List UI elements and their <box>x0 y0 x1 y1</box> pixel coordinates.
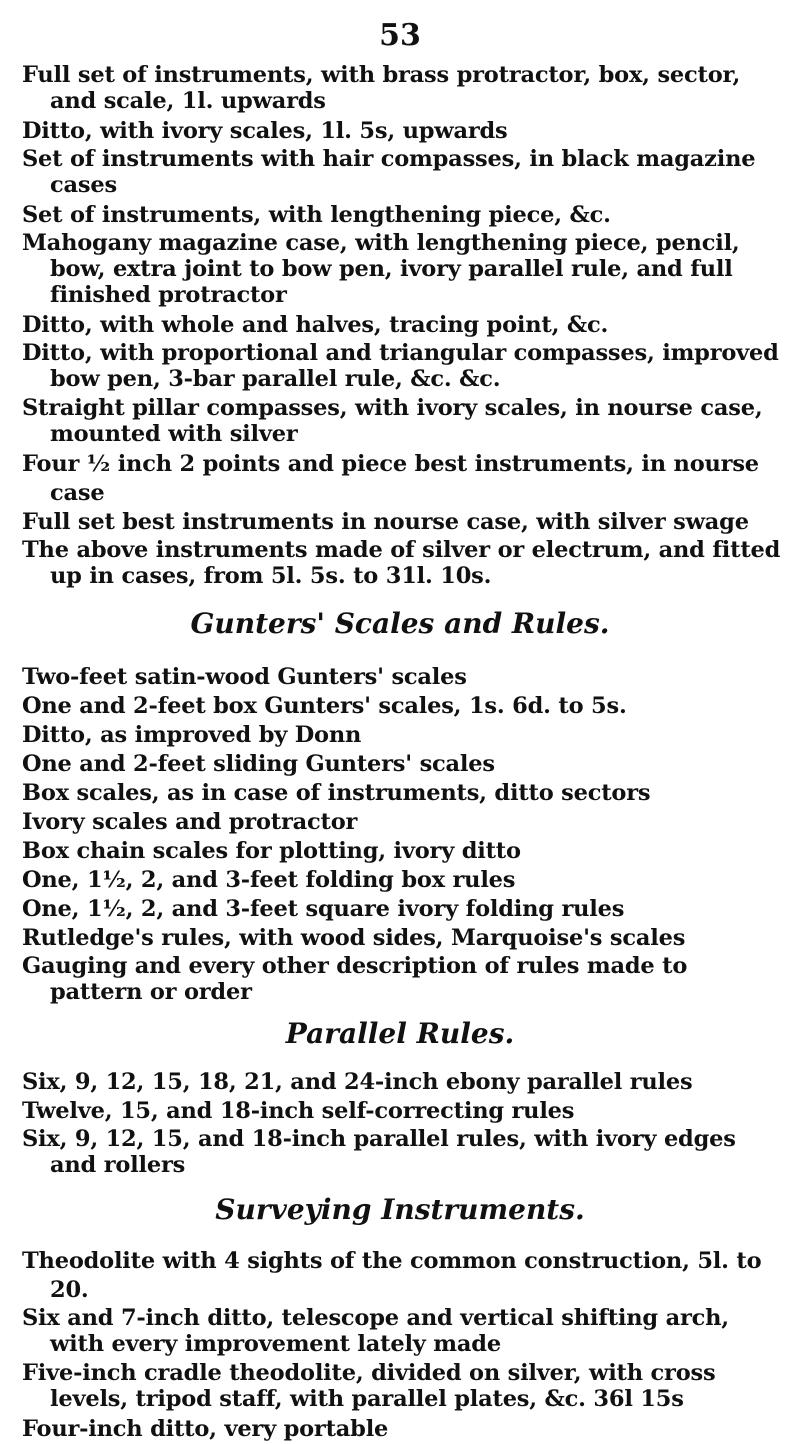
section-heading-gunters-scales: Gunters' Scales and Rules. <box>190 607 610 640</box>
gunters-scales-list <box>22 663 782 1008</box>
list-item: Straight pillar compasses, with ivory scales, in nourse case, mounted with silver <box>22 395 763 447</box>
list-item: Six, 9, 12, 15, 18, 21, and 24-inch ebony parallel rules <box>22 1069 693 1095</box>
list-item: Twelve, 15, and 18-inch self-correcting rules <box>22 1098 575 1124</box>
list-item: Set of instruments, with lengthening piece, &c. <box>22 202 611 228</box>
page-number: 53 <box>379 18 421 53</box>
list-item: One, 1½, 2, and 3-feet folding box rules <box>22 867 516 893</box>
list-item: Theodolite with 4 sights of the common construction, 5l. to 20. <box>22 1248 762 1303</box>
list-item: Full set best instruments in nourse case, with silver swage <box>22 509 749 535</box>
list-item: Rutledge's rules, with wood sides, Marquoise's scales <box>22 925 686 951</box>
instrument-list <box>22 62 782 592</box>
list-item: Ditto, with whole and halves, tracing point, &c. <box>22 312 609 338</box>
list-item: The above instruments made of silver or electrum, and fitted up in cases, from 5l. 5s. to 31l. 10s. <box>22 537 781 589</box>
list-item: Box scales, as in case of instruments, ditto sectors <box>22 780 651 806</box>
list-item: Four-inch ditto, very portable <box>22 1416 389 1442</box>
list-item: One, 1½, 2, and 3-feet square ivory folding rules <box>22 896 625 922</box>
list-item: Two-feet satin-wood Gunters' scales <box>22 664 467 690</box>
list-item: Box chain scales for plotting, ivory ditto <box>22 838 521 864</box>
list-item: Ditto, with ivory scales, 1l. 5s, upwards <box>22 118 508 144</box>
list-item: Set of instruments with hair compasses, in black magazine cases <box>22 146 756 198</box>
list-item: One and 2-feet box Gunters' scales, 1s. 6d. to 5s. <box>22 693 627 719</box>
parallel-rules-list <box>22 1068 782 1181</box>
list-item: Ditto, with proportional and triangular compasses, improved bow pen, 3-bar parallel rule, &c. &c. <box>22 340 779 392</box>
surveying-instruments-list <box>22 1247 782 1444</box>
list-item: Gauging and every other description of rules made to pattern or order <box>22 953 688 1005</box>
list-item: Six, 9, 12, 15, and 18-inch parallel rules, with ivory edges and rollers <box>22 1126 736 1178</box>
list-item: Mahogany magazine case, with lengthening piece, pencil, bow, extra joint to bow pen, ivory parallel rule, and full finished protractor <box>22 230 740 308</box>
list-item: Four ½ inch 2 points and piece best instruments, in nourse case <box>22 451 759 506</box>
section-heading-parallel-rules: Parallel Rules. <box>285 1017 515 1050</box>
list-item: Five-inch cradle theodolite, divided on silver, with cross levels, tripod staff, with parallel plates, &c. 36l 15s <box>22 1360 716 1412</box>
list-item: Six and 7-inch ditto, telescope and vertical shifting arch, with every improvement lately made <box>22 1305 729 1357</box>
section-heading-surveying-instruments: Surveying Instruments. <box>215 1193 585 1226</box>
list-item: Ivory scales and protractor <box>22 809 358 835</box>
list-item: Full set of instruments, with brass protractor, box, sector, and scale, 1l. upwards <box>22 62 741 114</box>
list-item: Ditto, as improved by Donn <box>22 722 362 748</box>
list-item: One and 2-feet sliding Gunters' scales <box>22 751 495 777</box>
